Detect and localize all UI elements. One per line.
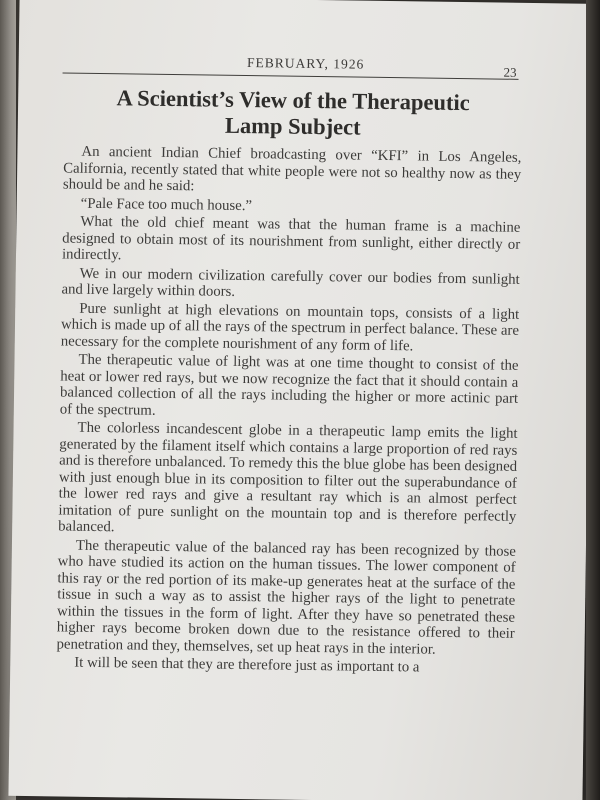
- paragraph-7: The colorless incandescent globe in a therapeutic lamp emits the light generated by the filament itself which contains a large proportion of red rays and is therefore unbalanced. To remedy this the blue globe has been designed with just enough blue in its composition to filter out the superabundance of the lower red rays and give a resultant ray which is an almost perfect imitation of pure sunlight on the mountain top and is therefore perfectly balanced.: [58, 419, 518, 536]
- paragraph-9: It will be seen that they are therefore just as important to a: [74, 654, 420, 676]
- table-background-edge: [586, 0, 600, 800]
- paragraph-5: Pure sunlight at high elevations on mountain tops, consists of a light which is made up of all the rays of the spectrum in perfect balance. These are necessary for the complete nourishment of any form of life.: [60, 300, 520, 354]
- article-title-line-2: Lamp Subject: [224, 112, 361, 140]
- magazine-page: [8, 0, 593, 800]
- paragraph-1: An ancient Indian Chief broadcasting over “KFI” in Los Angeles, California, recently stated that white people were not so healthy now as they should be and he said:: [62, 143, 522, 195]
- paragraph-2: “Pale Face too much house.”: [80, 195, 253, 214]
- paragraph-4: We in our modern civilization carefully cover our bodies from sunlight and live largely within doors.: [61, 265, 520, 300]
- page-number: 23: [503, 64, 517, 80]
- paragraph-3: What the old chief meant was that the human frame is a machine designed to obtain most of its nourishment from sunlight, either directly or indirectly.: [61, 213, 521, 264]
- running-head: FEBRUARY, 1926: [246, 55, 365, 72]
- article: [56, 84, 522, 677]
- article-title-line-1: A Scientist’s View of the Therapeutic: [116, 85, 470, 116]
- paragraph-6: The therapeutic value of light was at one time thought to consist of the heat or lower red rays, but we now recognize the fact that it should contain a balanced collection of all the rays including the higher or more actinic part of the spectrum.: [59, 351, 519, 419]
- article-title: [64, 84, 523, 142]
- paragraph-8: The therapeutic value of the balanced ray has been recognized by those who have studied its action on the human tissues. The lower component of this ray or the red portion of its make-up generates heat at the surface of the tissue in such a way as to assist the higher rays of the light to penetrate within the tissues in the form of light. After they have so penetrated these higher rays become broken down due to the resistance offered to their penetration and they, themselves, set up heat rays in the interior.: [56, 537, 517, 658]
